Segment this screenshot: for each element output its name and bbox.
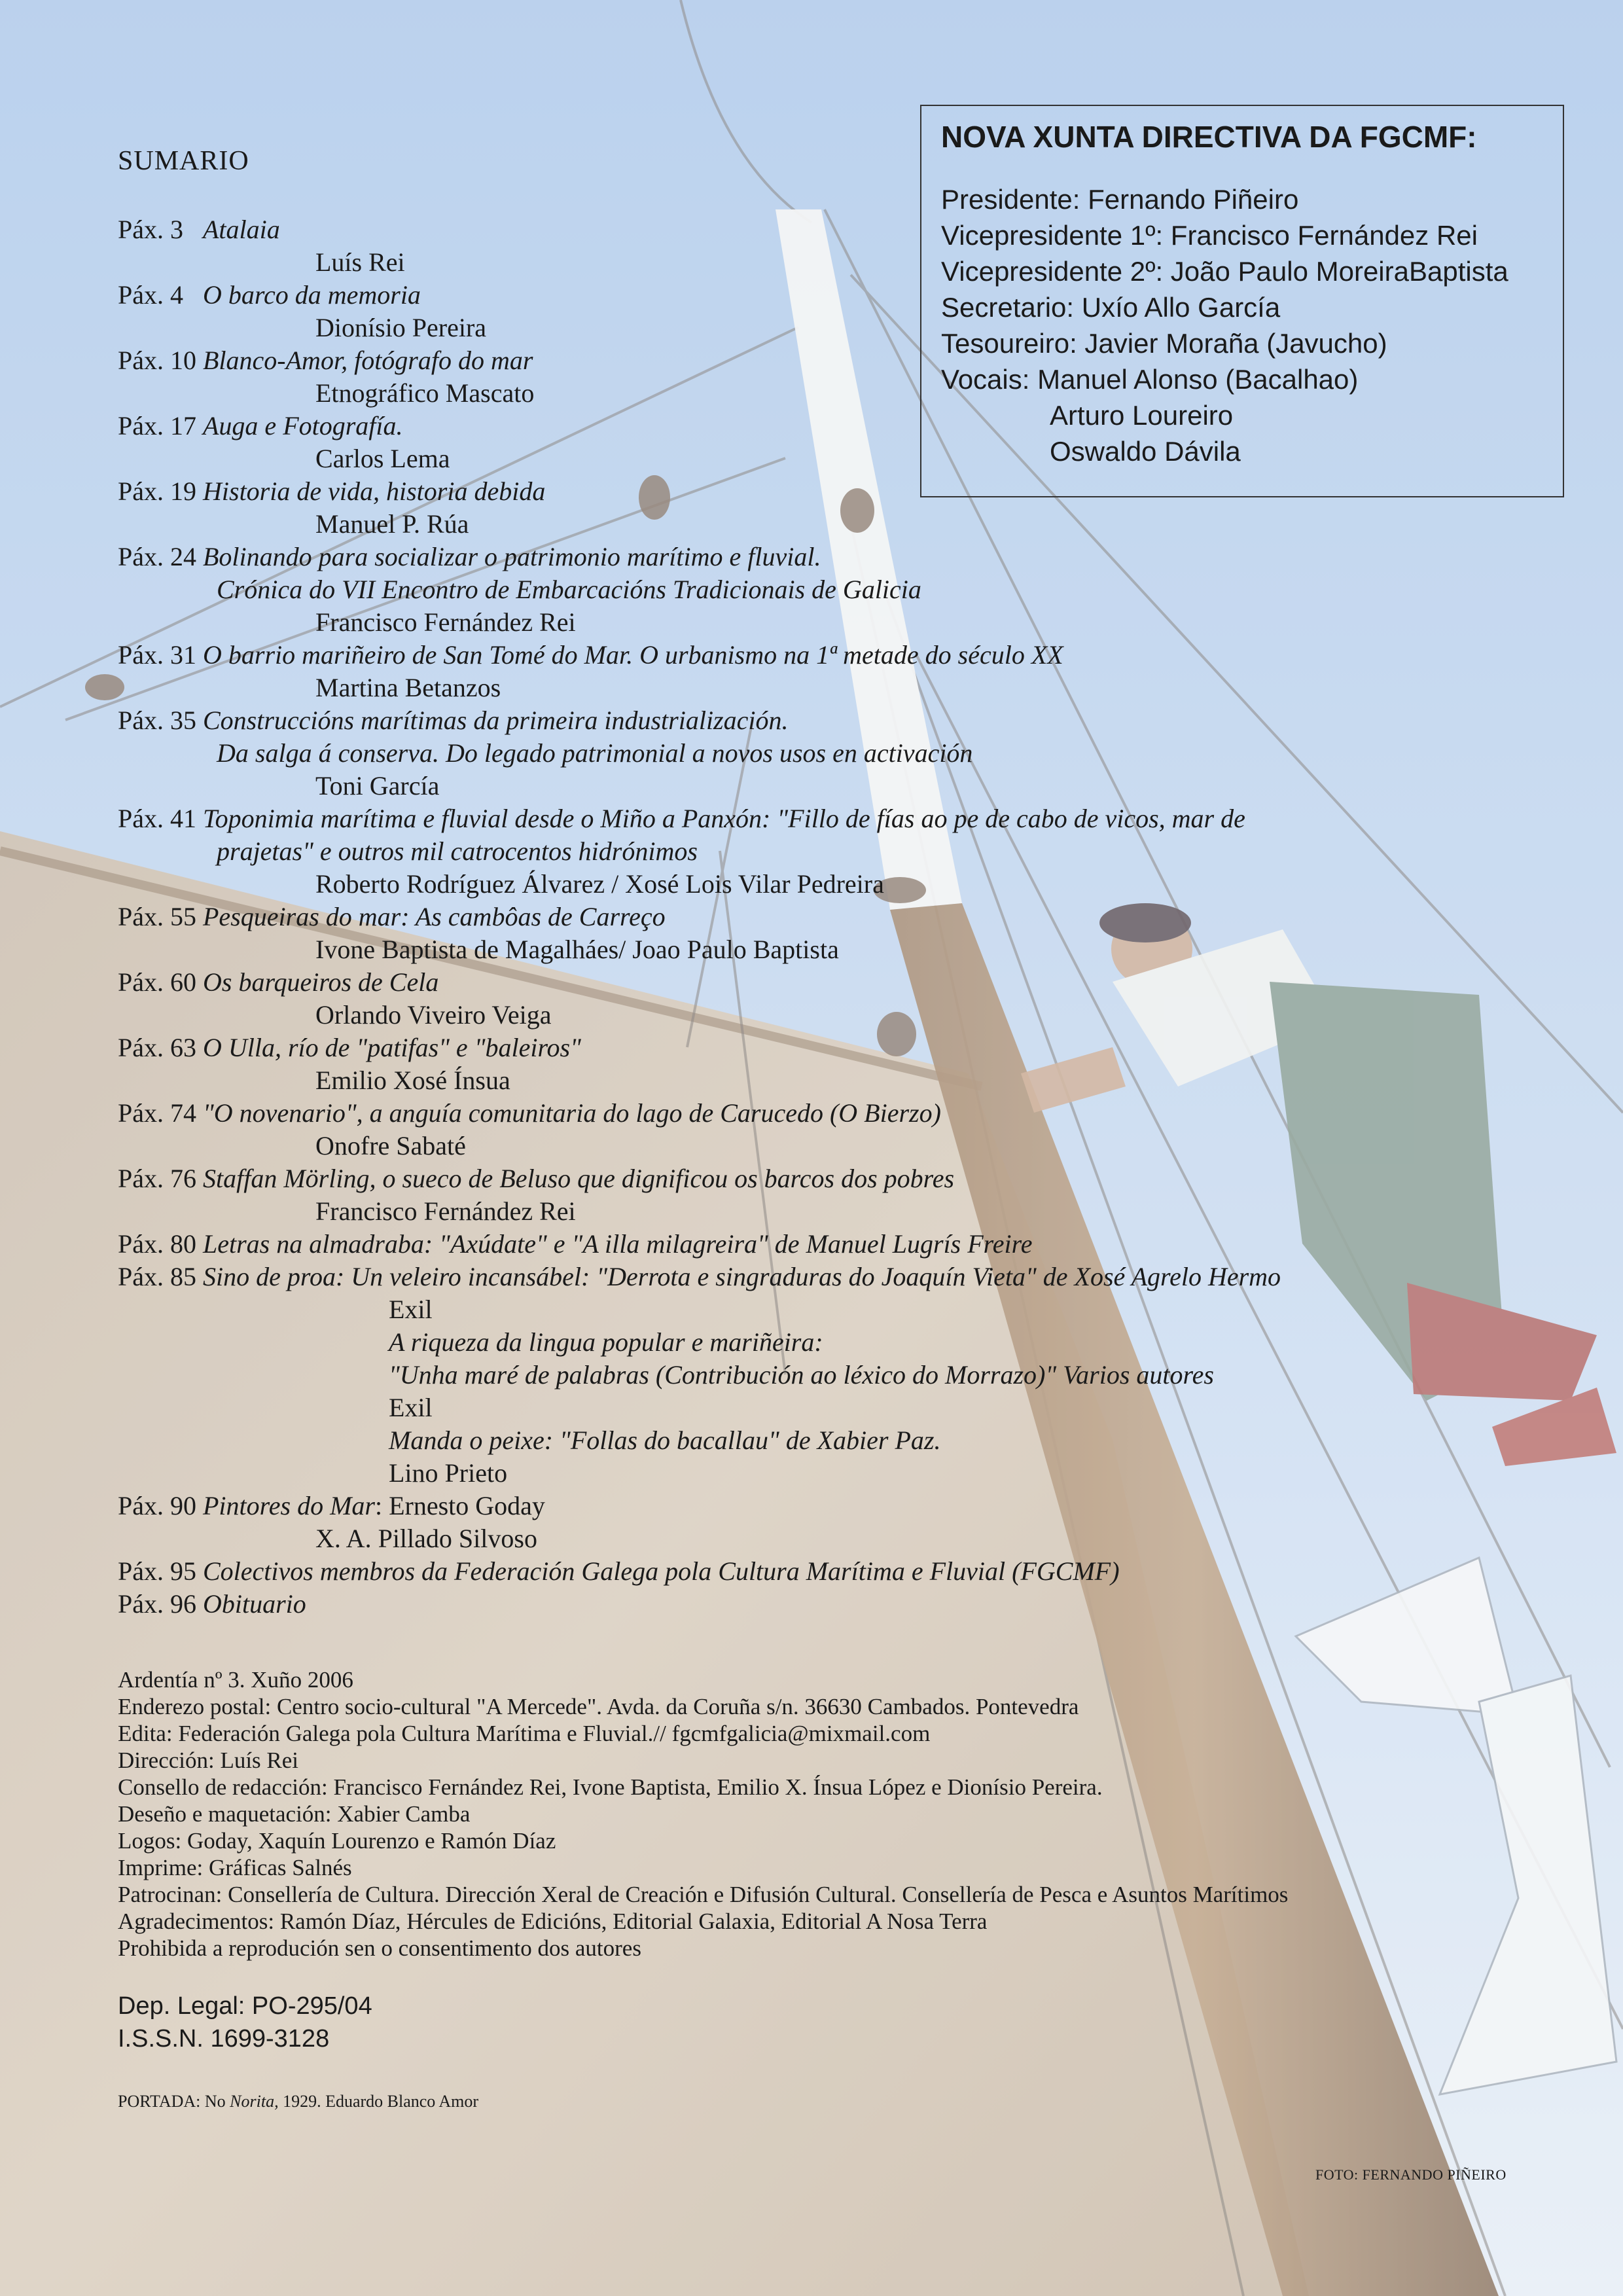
toc-entry[interactable] (118, 1097, 1525, 1130)
toc-title-continued: Crónica do VII Encontro de Embarcacións Tradicionais de Galicia (217, 575, 921, 604)
toc-author: Luís Rei (315, 247, 405, 277)
colophon-line: Ardentía nº 3. Xuño 2006 (118, 1667, 353, 1693)
toc-title: O barrio mariñeiro de San Tomé do Mar. O urbanismo na 1ª metade do século XX (203, 640, 1063, 670)
toc-page: Páx. 10 (118, 346, 196, 375)
toc-subtitle: Manda o peixe: "Follas do bacallau" de Xabier Paz. (389, 1426, 941, 1455)
colophon-line: Logos: Goday, Xaquín Lourenzo e Ramón Díaz (118, 1828, 556, 1854)
board-box (920, 105, 1564, 497)
photo-credit: FOTO: FERNANDO PIÑEIRO (1315, 2166, 1507, 2183)
toc-page: Páx. 55 (118, 902, 196, 931)
toc-page: Páx. 35 (118, 706, 196, 735)
colophon-line: Agradecimentos: Ramón Díaz, Hércules de Edicións, Editorial Galaxia, Editorial A Nosa Terra (118, 1909, 988, 1934)
toc-title: Os barqueiros de Cela (203, 967, 439, 997)
toc-page: Páx. 60 (118, 967, 196, 997)
toc-subtitle-continued: "Unha maré de palabras (Contribución ao léxico do Morrazo)" Varios autores (389, 1360, 1214, 1390)
board-member: Arturo Loureiro (1050, 400, 1234, 431)
toc-title: O Ulla, río de "patifas" e "baleiros" (203, 1033, 581, 1062)
sumario-title: SUMARIO (118, 146, 249, 176)
colophon-line: Dirección: Luís Rei (118, 1748, 299, 1773)
toc-page: Páx. 17 (118, 411, 196, 440)
colophon-line: Enderezo postal: Centro socio-cultural "A Mercede". Avda. da Coruña s/n. 36630 Cambados. Pontevedra (118, 1694, 1079, 1719)
toc-entry[interactable] (118, 1490, 1525, 1522)
toc-title-continued: prajetas" e outros mil catrocentos hidrónimos (217, 836, 698, 866)
toc-page: Páx. 76 (118, 1164, 196, 1193)
toc-entry[interactable] (118, 1228, 1525, 1261)
toc-author: Carlos Lema (315, 444, 450, 473)
toc-title: Colectivos membros da Federación Galega pola Cultura Marítima e Fluvial (FGCMF) (203, 1556, 1120, 1586)
toc-page: Páx. 3 (118, 215, 183, 244)
toc-author: Etnográfico Mascato (315, 378, 535, 408)
colophon-line: Patrocinan: Consellería de Cultura. Dirección Xeral de Creación e Difusión Cultural. Consellería de Pesca e Asuntos Marítimos (118, 1882, 1289, 1907)
toc-page: Páx. 31 (118, 640, 196, 670)
toc-page: Páx. 90 (118, 1491, 196, 1520)
colophon-line: Consello de redacción: Francisco Fernández Rei, Ivone Baptista, Emilio X. Ínsua López e Dionísio Pereira. (118, 1774, 1103, 1800)
toc-author: Orlando Viveiro Veiga (315, 1000, 552, 1030)
toc-title: Toponimia marítima e fluvial desde o Miño a Panxón: "Fillo de fías ao pe de cabo de vicos, mar de (203, 804, 1245, 833)
toc-entry[interactable] (118, 901, 1525, 933)
board-member: Tesoureiro: Javier Moraña (Javucho) (941, 328, 1387, 359)
toc-page: Páx. 96 (118, 1589, 196, 1619)
dep-legal: Dep. Legal: PO-295/04 (118, 1992, 372, 2020)
colophon-line: Deseño e maquetación: Xabier Camba (118, 1801, 471, 1827)
toc-title: Blanco-Amor, fotógrafo do mar (203, 346, 533, 375)
cover-credit-suffix: 1929. Eduardo Blanco Amor (278, 2092, 479, 2111)
toc-page: Páx. 24 (118, 542, 196, 571)
toc-entry[interactable] (118, 1261, 1525, 1293)
toc-title: Staffan Mörling, o sueco de Beluso que dignificou os barcos dos pobres (203, 1164, 955, 1193)
toc-entry[interactable] (118, 639, 1525, 672)
toc-author: Emilio Xosé Ínsua (315, 1066, 510, 1095)
issn: I.S.S.N. 1699-3128 (118, 2025, 330, 2053)
board-member: Secretario: Uxío Allo García (941, 292, 1281, 323)
colophon-line: Edita: Federación Galega pola Cultura Marítima e Fluvial.// fgcmfgalicia@mixmail.com (118, 1721, 931, 1746)
toc-page: Páx. 4 (118, 280, 183, 310)
toc-author: X. A. Pillado Silvoso (315, 1524, 537, 1553)
toc-title: Bolinando para socializar o patrimonio marítimo e fluvial. (203, 542, 821, 571)
legal-info (118, 1990, 372, 2055)
toc-entry[interactable] (118, 541, 1525, 573)
toc-title: Pesqueiras do mar: As cambôas de Carreço (203, 902, 666, 931)
toc-entry[interactable] (118, 1588, 1525, 1621)
board-member: Vocais: Manuel Alonso (Bacalhao) (941, 364, 1359, 395)
board-member: Presidente: Fernando Piñeiro (941, 184, 1299, 215)
toc-page: Páx. 80 (118, 1229, 196, 1259)
board-member: Oswaldo Dávila (1050, 436, 1241, 467)
toc-entry[interactable] (118, 1162, 1525, 1195)
toc-author: Roberto Rodríguez Álvarez / Xosé Lois Vilar Pedreira (315, 869, 884, 899)
toc-title: Atalaia (203, 215, 280, 244)
toc-author: Francisco Fernández Rei (315, 607, 576, 637)
toc-author: Ivone Baptista de Magalháes/ Joao Paulo Baptista (315, 935, 839, 964)
toc-page: Páx. 19 (118, 476, 196, 506)
toc-title: Letras na almadraba: "Axúdate" e "A illa milagreira" de Manuel Lugrís Freire (203, 1229, 1033, 1259)
toc-page: Páx. 74 (118, 1098, 196, 1128)
toc-title: Obituario (203, 1589, 306, 1619)
toc-entry[interactable] (118, 704, 1525, 737)
toc-entry[interactable] (118, 966, 1525, 999)
cover-credit (118, 2092, 478, 2111)
toc-author: Lino Prieto (389, 1458, 508, 1488)
toc-title: Sino de proa: Un veleiro incansábel: "Derrota e singraduras do Joaquín Vieta" de Xosé Agrelo Hermo (203, 1262, 1281, 1291)
toc-page: Páx. 63 (118, 1033, 196, 1062)
toc-title-continued: Da salga á conserva. Do legado patrimonial a novos usos en activación (217, 738, 973, 768)
toc-author: Francisco Fernández Rei (315, 1196, 576, 1226)
toc-page: Páx. 41 (118, 804, 196, 833)
toc-page: Páx. 95 (118, 1556, 196, 1586)
toc-title-suffix: : Ernesto Goday (374, 1491, 545, 1520)
board-member: Vicepresidente 1º: Francisco Fernández Rei (941, 220, 1478, 251)
colophon-line: Imprime: Gráficas Salnés (118, 1855, 352, 1880)
cover-credit-prefix: PORTADA: No (118, 2092, 230, 2111)
colophon (118, 1666, 1288, 1962)
toc-author: Manuel P. Rúa (315, 509, 469, 539)
toc-title: Historia de vida, historia debida (203, 476, 546, 506)
toc-entry[interactable] (118, 802, 1525, 835)
toc-author: Exil (389, 1393, 433, 1422)
board-member: Vicepresidente 2º: João Paulo MoreiraBaptista (941, 256, 1508, 287)
toc-title: "O novenario", a anguía comunitaria do lago de Carucedo (O Bierzo) (203, 1098, 941, 1128)
toc-page: Páx. 85 (118, 1262, 196, 1291)
toc-entry[interactable] (118, 1031, 1525, 1064)
toc-subtitle: A riqueza da lingua popular e mariñeira: (389, 1327, 823, 1357)
toc-author: Onofre Sabaté (315, 1131, 466, 1160)
toc-author: Exil (389, 1295, 433, 1324)
toc-entry[interactable] (118, 1555, 1525, 1588)
cover-credit-boat: Norita, (230, 2092, 279, 2111)
board-title: NOVA XUNTA DIRECTIVA DA FGCMF: (941, 120, 1477, 154)
toc-author: Martina Betanzos (315, 673, 501, 702)
toc-title: Pintores do Mar (203, 1491, 375, 1520)
toc-author: Dionísio Pereira (315, 313, 487, 342)
toc-title: Auga e Fotografía. (203, 411, 403, 440)
toc-title: O barco da memoria (203, 280, 421, 310)
toc-title: Construccións marítimas da primeira industrialización. (203, 706, 789, 735)
toc-author: Toni García (315, 771, 440, 800)
colophon-line: Prohibida a reprodución sen o consentimento dos autores (118, 1935, 641, 1961)
